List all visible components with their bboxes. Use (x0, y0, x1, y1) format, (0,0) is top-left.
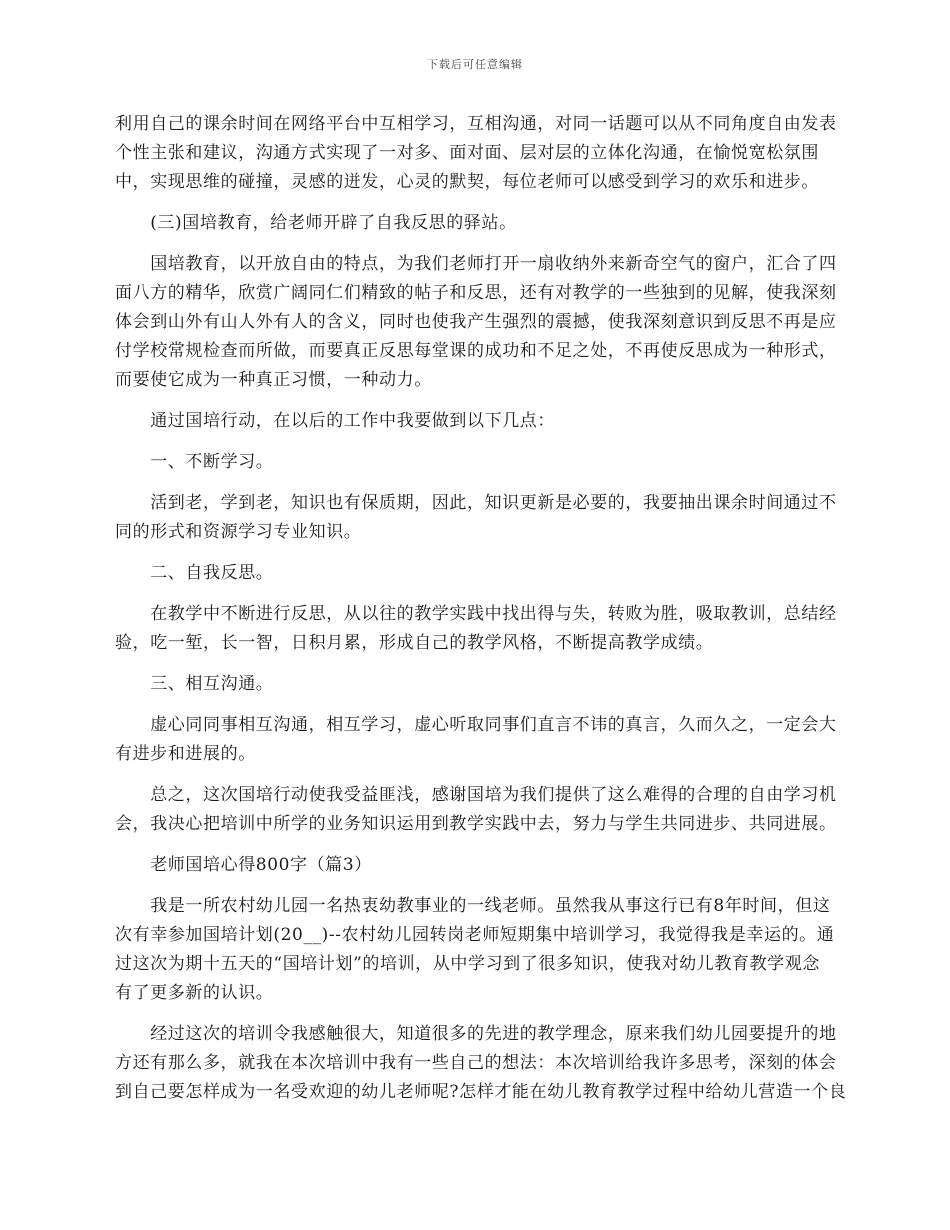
paragraph (115, 448, 860, 477)
text-line: 三、相互沟通。 (115, 674, 274, 694)
text-line: 验，吃一堑，长一智，日积月累，形成自己的教学风格，不断提高教学成绩。 (115, 633, 714, 653)
text-line: 个性主张和建议，沟通方式实现了一对多、面对面、层对层的立体化沟通，在愉悦宽松氛围 (115, 143, 819, 163)
text-line: 老师国培心得800字（篇3） (115, 855, 372, 875)
text-line: 国培教育，以开放自由的特点，为我们老师打开一扇收纳外来新奇空气的窗户，汇合了四 (115, 254, 837, 274)
text-line: 总之，这次国培行动使我受益匪浅，感谢国培为我们提供了这么难得的合理的自由学习机 (115, 785, 837, 805)
text-line: 活到老，学到老，知识也有保质期，因此，知识更新是必要的，我要抽出课余时间通过不 (115, 493, 837, 513)
text-line: 经过这次的培训令我感触很大，知道很多的先进的教学理念，原来我们幼儿园要提升的地 (115, 1024, 837, 1044)
paragraph (115, 559, 860, 588)
text-line: 二、自我反思。 (115, 563, 274, 583)
text-line: (三)国培教育，给老师开辟了自我反思的驿站。 (115, 213, 517, 233)
text-line: 体会到山外有山人外有人的含义，同时也使我产生强烈的震撼，使我深刻意识到反思不再是应 (115, 312, 837, 332)
paragraph (115, 407, 860, 436)
text-line: 而要使它成为一种真正习惯，一种动力。 (115, 370, 432, 390)
text-line: 在教学中不断进行反思，从以往的教学实践中找出得与失，转败为胜，吸取教训，总结经 (115, 604, 837, 624)
text-line: 付学校常规检查而所做，而要真正反思每堂课的成功和不足之处，不再使反思成为一种形式， (115, 341, 837, 361)
text-line: 过这次为期十五天的“国培计划”的培训，从中学习到了很多知识，使我对幼儿教育教学观念 (115, 954, 820, 974)
paragraph (115, 851, 860, 880)
paragraph (115, 781, 860, 839)
document-body (115, 110, 860, 1119)
paragraph (115, 250, 860, 395)
text-line: 次有幸参加国培计划(20__)--农村幼儿园转岗老师短期集中培训学习，我觉得我是幸运的。通 (115, 925, 835, 945)
paragraph (115, 670, 860, 699)
paragraph (115, 1020, 860, 1107)
text-line: 面八方的精华，欣赏广阔同仁们精致的帖子和反思，还有对教学的一些独到的见解，使我深刻 (115, 283, 837, 303)
text-line: 通过国培行动，在以后的工作中我要做到以下几点： (115, 411, 555, 431)
text-line: 一、不断学习。 (115, 452, 274, 472)
text-line: 我是一所农村幼儿园一名热衷幼教事业的一线老师。虽然我从事这行已有8年时间，但这 (115, 896, 831, 916)
text-line: 有进步和进展的。 (115, 744, 256, 764)
paragraph (115, 110, 860, 197)
paragraph (115, 209, 860, 238)
text-line: 虚心同同事相互沟通，相互学习，虚心听取同事们直言不讳的真言，久而久之，一定会大 (115, 715, 837, 735)
paragraph (115, 489, 860, 547)
text-line: 方还有那么多，就我在本次培训中我有一些自己的想法：本次培训给我许多思考，深刻的体会 (115, 1053, 837, 1073)
paragraph (115, 892, 860, 1008)
text-line: 有了更多新的认识。 (115, 983, 274, 1003)
text-line: 同的形式和资源学习专业知识。 (115, 522, 362, 542)
paragraph (115, 600, 860, 658)
text-line: 会，我决心把培训中所学的业务知识运用到教学实践中去，努力与学生共同进步、共同进展。 (115, 814, 837, 834)
text-line: 到自己要怎样成为一名受欢迎的幼儿老师呢?怎样才能在幼儿教育教学过程中给幼儿营造一个良 (115, 1082, 847, 1102)
text-line: 中，实现思维的碰撞，灵感的迸发，心灵的默契，每位老师可以感受到学习的欢乐和进步。 (115, 172, 819, 192)
paragraph (115, 711, 860, 769)
text-line: 利用自己的课余时间在网络平台中互相学习，互相沟通，对同一话题可以从不同角度自由发表 (115, 114, 837, 134)
page-header: 下载后可任意编辑 (427, 58, 523, 71)
